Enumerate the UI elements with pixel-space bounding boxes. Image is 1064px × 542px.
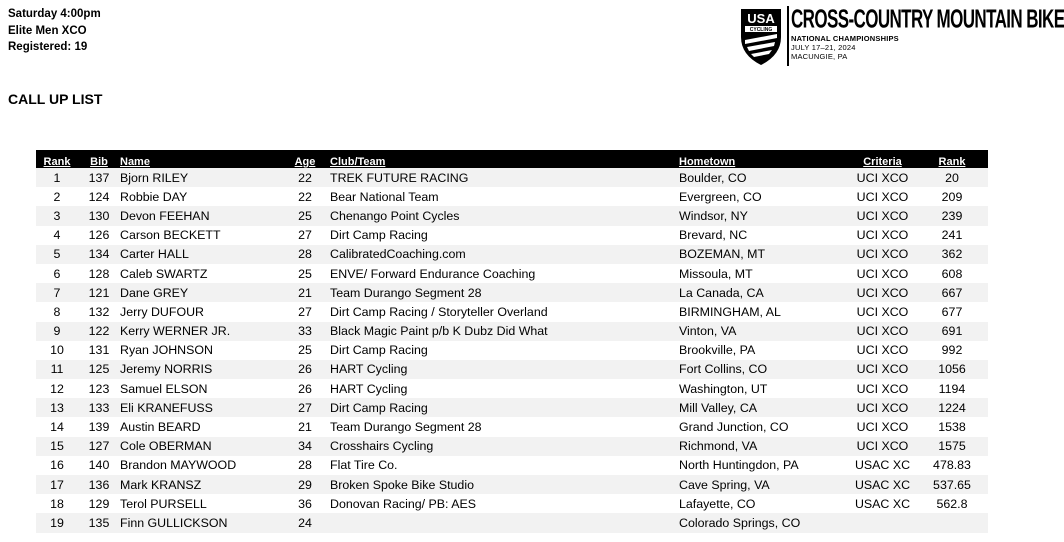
cell-club: Dirt Camp Racing xyxy=(330,398,679,417)
cell-age: 29 xyxy=(280,475,330,494)
cell-bib: 132 xyxy=(88,304,110,319)
table-row xyxy=(36,206,988,225)
logo-text-block xyxy=(791,4,1064,61)
cell-criteria: UCI XCO xyxy=(856,343,909,358)
cell-hometown: Missoula, MT xyxy=(679,266,753,281)
table-row xyxy=(36,302,988,321)
cell-rank: 6 xyxy=(53,266,61,281)
cell-age: 28 xyxy=(298,458,312,473)
cell-name: Terol PURSELL xyxy=(120,496,207,511)
cell-age: 22 xyxy=(280,168,330,187)
usa-cycling-shield-icon xyxy=(738,7,784,67)
cell-club: Black Magic Paint p/b K Dubz Did What xyxy=(330,322,679,341)
shield-cycling-text: CYCLING xyxy=(749,27,773,33)
cell-rank: 3 xyxy=(36,206,78,225)
cell-bib: 121 xyxy=(78,283,120,302)
cell-criteria xyxy=(849,513,916,532)
cell-criteria: UCI XCO xyxy=(849,206,916,225)
cell-club: TREK FUTURE RACING xyxy=(330,168,679,187)
cell-age: 25 xyxy=(298,343,312,358)
event-session: Saturday 4:00pm xyxy=(8,8,101,20)
logo-subtitle: NATIONAL CHAMPIONSHIPS xyxy=(791,34,899,43)
table-row xyxy=(36,379,988,398)
table-row xyxy=(36,417,988,436)
cell-age: 36 xyxy=(298,496,312,511)
cell-rank: 4 xyxy=(53,228,61,243)
cell-name: Ryan JOHNSON xyxy=(120,343,213,358)
cell-hometown: Boulder, CO xyxy=(679,168,849,187)
event-registered: Registered: 19 xyxy=(8,41,88,53)
cell-name: Kerry WERNER JR. xyxy=(120,322,280,341)
cell-hometown: Lafayette, CO xyxy=(679,496,756,511)
cell-club: ENVE/ Forward Endurance Coaching xyxy=(330,266,536,281)
cell-name: Finn GULLICKSON xyxy=(120,513,280,532)
cell-bib: 128 xyxy=(88,266,110,281)
cell-club: Dirt Camp Racing / Storyteller Overland xyxy=(330,304,548,319)
cell-criteria-rank: 677 xyxy=(941,304,963,319)
cell-criteria-rank: 1194 xyxy=(938,381,966,396)
page-title: CALL UP LIST xyxy=(8,91,103,107)
header-club: Club/Team xyxy=(330,151,679,168)
cell-bib: 125 xyxy=(78,360,120,379)
cell-criteria-rank: 1056 xyxy=(916,360,988,379)
cell-age: 25 xyxy=(280,206,330,225)
cell-bib: 135 xyxy=(78,513,120,532)
cell-criteria-rank xyxy=(916,513,988,532)
cell-hometown: Fort Collins, CO xyxy=(679,360,849,379)
cell-age: 27 xyxy=(298,228,312,243)
cell-bib: 137 xyxy=(78,168,120,187)
cell-club: Team Durango Segment 28 xyxy=(330,283,679,302)
cell-criteria-rank: 1538 xyxy=(938,420,966,435)
cell-rank: 10 xyxy=(50,343,64,358)
logo-dates: JULY 17–21, 2024 xyxy=(791,43,856,52)
cell-criteria-rank: 1224 xyxy=(916,398,988,417)
cell-bib: 123 xyxy=(88,381,110,396)
cell-name: Samuel ELSON xyxy=(120,381,208,396)
cell-hometown: La Canada, CA xyxy=(679,283,849,302)
cell-name: Devon FEEHAN xyxy=(120,206,280,225)
cell-hometown: Brevard, NC xyxy=(679,228,748,243)
cell-rank: 2 xyxy=(53,189,61,204)
cell-criteria: UCI XCO xyxy=(849,398,916,417)
table-row xyxy=(36,168,988,187)
cell-criteria-rank: 362 xyxy=(916,245,988,264)
cell-bib: 139 xyxy=(88,420,110,435)
cell-criteria-rank: 667 xyxy=(916,283,988,302)
cell-age: 21 xyxy=(298,420,312,435)
cell-club: Flat Tire Co. xyxy=(330,458,398,473)
table-row xyxy=(36,494,988,513)
cell-age: 34 xyxy=(280,437,330,456)
cell-club: Bear National Team xyxy=(330,189,439,204)
header-criteria-rank: Rank xyxy=(916,151,988,168)
header-age: Age xyxy=(280,151,330,168)
cell-bib: 127 xyxy=(78,437,120,456)
cell-rank: 15 xyxy=(36,437,78,456)
cell-name: Cole OBERMAN xyxy=(120,437,280,456)
cell-name: Robbie DAY xyxy=(120,189,188,204)
call-up-table xyxy=(36,150,988,533)
cell-criteria-rank: 239 xyxy=(916,206,988,225)
event-info xyxy=(8,6,101,56)
cell-club xyxy=(330,513,679,532)
header-name: Name xyxy=(120,151,280,168)
cell-criteria: USAC XC xyxy=(854,458,911,473)
cell-bib: 122 xyxy=(78,322,120,341)
cell-name: Mark KRANSZ xyxy=(120,475,280,494)
cell-bib: 130 xyxy=(78,206,120,225)
cell-hometown: Evergreen, CO xyxy=(679,189,762,204)
cell-rank: 19 xyxy=(36,513,78,532)
header-bib: Bib xyxy=(78,151,120,168)
cell-criteria: UCI XCO xyxy=(849,245,916,264)
cell-bib: 136 xyxy=(78,475,120,494)
cell-age: 21 xyxy=(280,283,330,302)
cell-age: 27 xyxy=(298,304,312,319)
cell-criteria: USAC XC xyxy=(854,496,911,511)
cell-club: Chenango Point Cycles xyxy=(330,206,679,225)
cell-hometown: Vinton, VA xyxy=(679,322,849,341)
cell-name: Austin BEARD xyxy=(120,420,201,435)
cell-rank: 13 xyxy=(36,398,78,417)
table-row xyxy=(36,456,988,475)
cell-name: Carter HALL xyxy=(120,245,280,264)
cell-rank: 14 xyxy=(50,420,64,435)
cell-name: Caleb SWARTZ xyxy=(120,266,208,281)
cell-hometown: Washington, UT xyxy=(679,381,768,396)
cell-bib: 134 xyxy=(78,245,120,264)
table-row xyxy=(36,187,988,206)
cell-criteria: UCI XCO xyxy=(849,360,916,379)
logo-location: MACUNGIE, PA xyxy=(791,52,848,61)
table-row xyxy=(36,475,988,494)
cell-criteria: UCI XCO xyxy=(849,437,916,456)
cell-criteria: UCI XCO xyxy=(849,283,916,302)
cell-hometown: Grand Junction, CO xyxy=(679,420,789,435)
cell-club: Dirt Camp Racing xyxy=(330,343,428,358)
cell-criteria-rank: 20 xyxy=(916,168,988,187)
shield-usa-text: USA xyxy=(747,11,775,26)
cell-bib: 129 xyxy=(88,496,110,511)
table-row xyxy=(36,513,988,532)
cell-bib: 126 xyxy=(88,228,110,243)
cell-club: Crosshairs Cycling xyxy=(330,437,679,456)
cell-criteria-rank: 241 xyxy=(941,228,963,243)
cell-bib: 140 xyxy=(88,458,110,473)
table-row xyxy=(36,226,988,245)
cell-criteria-rank: 478.83 xyxy=(933,458,971,473)
cell-criteria: UCI XCO xyxy=(856,189,909,204)
table-row xyxy=(36,341,988,360)
cell-age: 27 xyxy=(280,398,330,417)
cell-rank: 8 xyxy=(53,304,61,319)
cell-criteria: UCI XCO xyxy=(849,322,916,341)
cell-name: Bjorn RILEY xyxy=(120,168,280,187)
cell-hometown: Brookville, PA xyxy=(679,343,756,358)
logo-title: CROSS-COUNTRY MOUNTAIN BIKE xyxy=(791,4,1064,34)
cell-criteria: UCI XCO xyxy=(856,228,909,243)
cell-name: Brandon MAYWOOD xyxy=(120,458,237,473)
cell-rank: 11 xyxy=(36,360,78,379)
cell-age: 22 xyxy=(298,189,312,204)
cell-name: Jerry DUFOUR xyxy=(120,304,204,319)
cell-club: Donovan Racing/ PB: AES xyxy=(330,496,477,511)
cell-criteria-rank: 1575 xyxy=(916,437,988,456)
cell-club: Team Durango Segment 28 xyxy=(330,420,482,435)
cell-criteria-rank: 537.65 xyxy=(916,475,988,494)
cell-rank: 17 xyxy=(36,475,78,494)
cell-bib: 133 xyxy=(78,398,120,417)
table-row xyxy=(36,360,988,379)
cell-criteria: USAC XC xyxy=(849,475,916,494)
cell-criteria: UCI XCO xyxy=(856,266,909,281)
table-row xyxy=(36,283,988,302)
cell-club: HART Cycling xyxy=(330,381,408,396)
cell-hometown: Mill Valley, CA xyxy=(679,398,849,417)
cell-criteria-rank: 608 xyxy=(941,266,963,281)
cell-club: HART Cycling xyxy=(330,360,679,379)
cell-rank: 18 xyxy=(50,496,64,511)
table-row xyxy=(36,398,988,417)
cell-hometown: Richmond, VA xyxy=(679,437,849,456)
cell-rank: 5 xyxy=(36,245,78,264)
cell-rank: 16 xyxy=(50,458,64,473)
cell-age: 25 xyxy=(298,266,312,281)
table-row xyxy=(36,245,988,264)
cell-age: 28 xyxy=(280,245,330,264)
cell-rank: 1 xyxy=(36,168,78,187)
table-row xyxy=(36,322,988,341)
cell-criteria: UCI XCO xyxy=(849,168,916,187)
table-header-row xyxy=(36,151,988,168)
cell-name: Jeremy NORRIS xyxy=(120,360,280,379)
table-row xyxy=(36,437,988,456)
cell-club: Broken Spoke Bike Studio xyxy=(330,475,679,494)
cell-rank: 12 xyxy=(50,381,64,396)
cell-age: 26 xyxy=(298,381,312,396)
table-row xyxy=(36,264,988,283)
event-category: Elite Men XCO xyxy=(8,24,87,37)
cell-bib: 124 xyxy=(88,189,110,204)
cell-criteria: UCI XCO xyxy=(856,304,909,319)
cell-criteria: UCI XCO xyxy=(856,381,909,396)
cell-age: 33 xyxy=(280,322,330,341)
cell-criteria-rank: 209 xyxy=(941,189,963,204)
cell-hometown: Cave Spring, VA xyxy=(679,475,849,494)
cell-criteria-rank: 562.8 xyxy=(936,496,968,511)
cell-criteria: UCI XCO xyxy=(856,420,909,435)
header-criteria: Criteria xyxy=(849,151,916,168)
header-rank: Rank xyxy=(36,151,78,168)
header-hometown: Hometown xyxy=(679,151,849,168)
cell-hometown: North Huntingdon, PA xyxy=(679,458,799,473)
cell-name: Carson BECKETT xyxy=(120,228,221,243)
usa-cycling-logo xyxy=(738,4,1064,68)
cell-hometown: Windsor, NY xyxy=(679,206,849,225)
cell-rank: 9 xyxy=(36,322,78,341)
logo-divider xyxy=(787,6,789,66)
cell-hometown: Colorado Springs, CO xyxy=(679,513,849,532)
cell-age: 26 xyxy=(280,360,330,379)
cell-name: Eli KRANEFUSS xyxy=(120,398,280,417)
cell-age: 24 xyxy=(280,513,330,532)
cell-club: CalibratedCoaching.com xyxy=(330,245,679,264)
cell-bib: 131 xyxy=(88,343,110,358)
cell-name: Dane GREY xyxy=(120,283,280,302)
cell-criteria-rank: 992 xyxy=(941,343,963,358)
cell-criteria-rank: 691 xyxy=(916,322,988,341)
cell-club: Dirt Camp Racing xyxy=(330,228,428,243)
cell-hometown: BIRMINGHAM, AL xyxy=(679,304,781,319)
cell-hometown: BOZEMAN, MT xyxy=(679,245,849,264)
cell-rank: 7 xyxy=(36,283,78,302)
